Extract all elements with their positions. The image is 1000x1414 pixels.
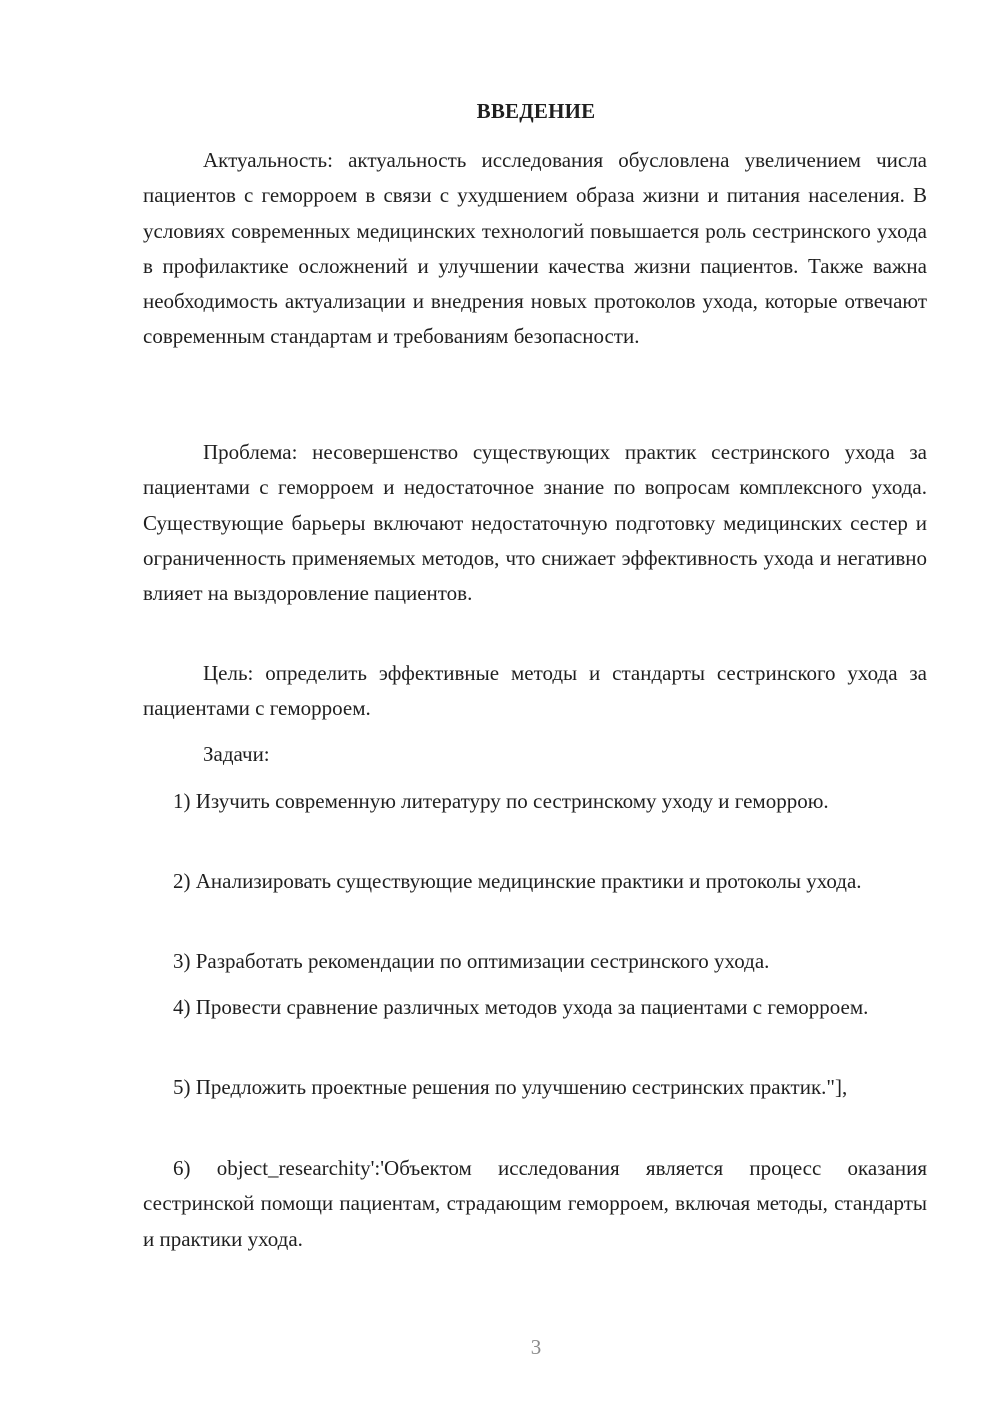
task-item: 4) Провести сравнение различных методов ухода за пациентами с геморроем. bbox=[173, 995, 869, 1019]
goal-paragraph: Цель: определить эффективные методы и стандарты сестринского ухода за пациентами с геморроем. bbox=[143, 661, 927, 721]
page-number: 3 bbox=[530, 1335, 542, 1359]
relevance-paragraph: Актуальность: актуальность исследования обусловлена увеличением числа пациентов с геморроем в связи с ухудшением образа жизни и питания населения. В условиях современных медицинских технологий повышается роль сестринского ухода в профилактике осложнений и улучшении качества жизни пациентов. Также важна необходимость актуализации и внедрения новых протоколов ухода, которые отвечают современным стандартам и требованиям безопасности. bbox=[143, 148, 927, 349]
task-item: 3) Разработать рекомендации по оптимизации сестринского ухода. bbox=[173, 949, 770, 973]
task-item: 1) Изучить современную литературу по сестринскому уходу и геморрою. bbox=[173, 789, 829, 813]
page-title: ВВЕДЕНИЕ bbox=[476, 99, 596, 123]
task-item: 6) object_researchity':'Объектом исследования является процесс оказания сестринской помощи пациентам, страдающим геморроем, включая методы, стандарты и практики ухода. bbox=[143, 1156, 927, 1251]
tasks-label: Задачи: bbox=[203, 742, 270, 766]
task-item: 5) Предложить проектные решения по улучшению сестринских практик."], bbox=[173, 1075, 848, 1099]
problem-paragraph: Проблема: несовершенство существующих практик сестринского ухода за пациентами с геморроем и недостаточное знание по вопросам комплексного ухода. Существующие барьеры включают недостаточную подготовку медицинских сестер и ограниченность применяемых методов, что снижает эффективность ухода и негативно влияет на выздоровление пациентов. bbox=[143, 440, 927, 606]
task-item: 2) Анализировать существующие медицинские практики и протоколы ухода. bbox=[173, 869, 862, 893]
